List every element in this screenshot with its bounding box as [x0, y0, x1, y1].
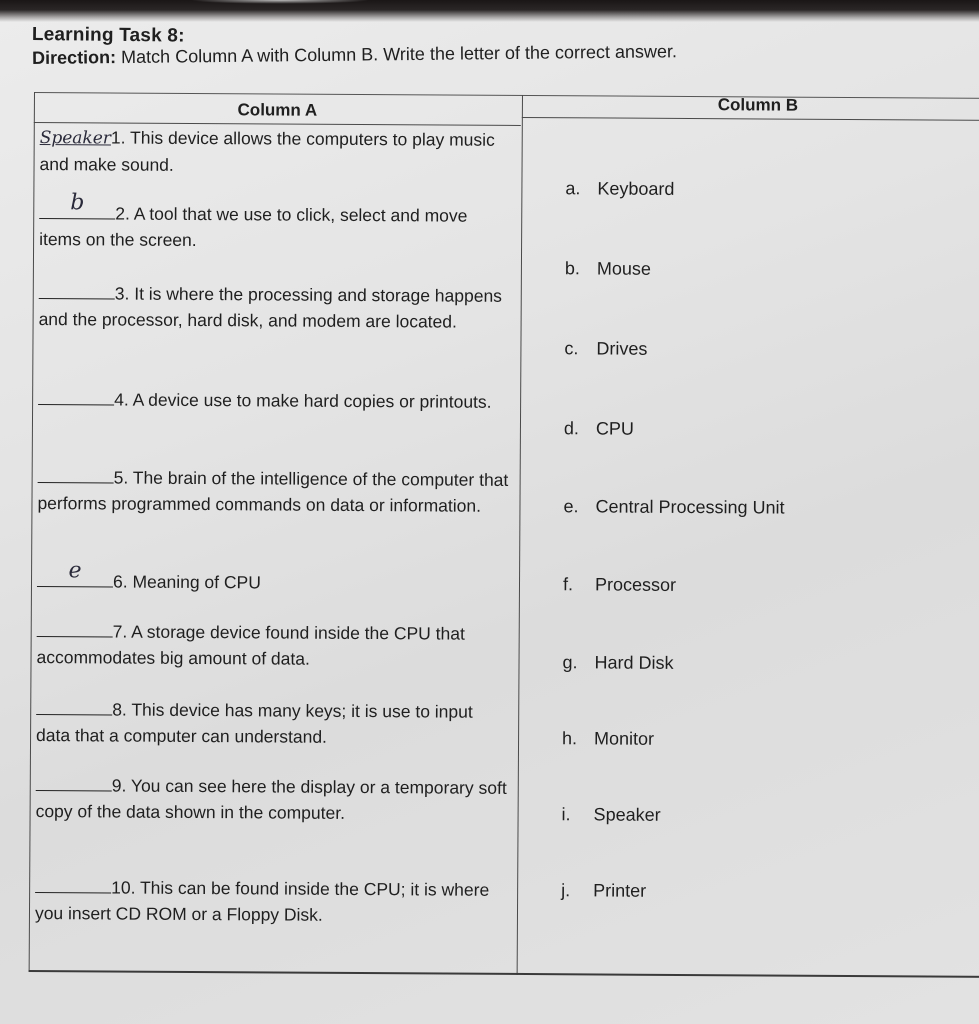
choice-letter: f. — [562, 574, 574, 595]
question-8 — [36, 696, 510, 751]
answer-blank-10[interactable] — [35, 874, 111, 893]
question-text: A storage device found inside the CPU that accommodates big amount of data. — [36, 621, 465, 669]
choice-e — [563, 493, 784, 520]
task-title: Learning Task 8: — [31, 24, 185, 47]
choice-text: Monitor — [594, 728, 655, 749]
question-text: This device allows the computers to play music and make sound. — [39, 127, 495, 175]
choice-text: Keyboard — [597, 178, 675, 199]
choice-letter: d. — [563, 418, 580, 439]
question-number: 1. — [110, 127, 126, 148]
choice-j — [561, 877, 646, 904]
question-number: 3. — [114, 283, 130, 304]
question-number: 8. — [112, 699, 127, 720]
question-number: 9. — [111, 775, 127, 796]
question-2 — [39, 190, 513, 255]
question-text: A tool that we use to click, select and move items on the screen. — [39, 203, 468, 250]
choice-text: CPU — [595, 418, 635, 439]
choice-letter: b. — [564, 258, 581, 279]
question-number: 6. — [112, 571, 128, 592]
answer-blank-6[interactable] — [37, 558, 113, 587]
question-number: 5. — [113, 467, 129, 488]
question-5 — [37, 464, 511, 519]
answer-blank-9[interactable] — [36, 772, 112, 791]
question-3 — [39, 280, 513, 335]
choice-text: Central Processing Unit — [595, 496, 785, 518]
choice-letter: a. — [565, 178, 581, 199]
question-number: 4. — [114, 389, 129, 410]
question-text: This can be found inside the CPU; it is where you insert CD ROM or a Floppy Disk. — [34, 877, 490, 925]
choice-letter: i. — [561, 804, 571, 825]
choice-letter: c. — [564, 338, 579, 359]
answer-blank-4[interactable] — [38, 386, 114, 405]
question-text: A device use to make hard copies or printouts. — [128, 389, 492, 412]
column-b-header: Column B — [522, 91, 979, 121]
choice-text: Processor — [594, 574, 677, 595]
choice-text: Mouse — [596, 258, 652, 279]
direction-label: Direction: — [32, 47, 117, 68]
question-10 — [35, 874, 509, 929]
choice-a — [565, 175, 674, 202]
choice-d — [564, 415, 634, 441]
question-text: The brain of the intelligence of the computer that performs programmed commands on data or information. — [37, 467, 509, 516]
choice-letter: j. — [561, 880, 571, 901]
choice-f — [563, 571, 676, 598]
choice-letter: g. — [562, 652, 578, 673]
column-b — [517, 95, 979, 978]
choice-text: Speaker — [593, 804, 661, 825]
question-text: This device has many keys; it is use to input data that a computer can understand. — [36, 699, 473, 747]
answer-blank-2[interactable] — [39, 190, 115, 219]
question-6 — [37, 558, 511, 597]
answer-blank-8[interactable] — [36, 696, 112, 715]
choice-c — [564, 335, 647, 362]
choice-letter: h. — [562, 728, 578, 749]
question-text: It is where the processing and storage happens and the processor, hard disk, and modem are located. — [38, 283, 503, 332]
choice-g — [562, 649, 673, 676]
question-text: You can see here the display or a temporary soft copy of the data shown in the computer. — [35, 775, 507, 823]
choice-i — [562, 801, 661, 828]
question-number: 2. — [115, 203, 130, 224]
answer-blank-7[interactable] — [37, 618, 113, 637]
choice-text: Hard Disk — [594, 652, 674, 673]
question-9 — [36, 772, 510, 827]
photo-edge-shadow — [0, 0, 979, 22]
choice-text: Drives — [596, 338, 648, 359]
question-1 — [39, 124, 513, 180]
column-a-header: Column A — [34, 96, 521, 126]
choice-b — [565, 255, 651, 282]
handwritten-answer-6: e — [68, 558, 82, 584]
direction-text: Match Column A with Column B. Write the letter of the correct answer. — [116, 41, 678, 68]
choice-letter: e. — [563, 496, 579, 517]
choice-h — [562, 725, 654, 752]
question-text: Meaning of CPU — [127, 571, 261, 593]
question-4 — [38, 386, 512, 415]
question-7 — [36, 618, 510, 673]
matching-table — [29, 92, 979, 978]
answer-blank-5[interactable] — [38, 464, 114, 483]
question-number: 10. — [111, 877, 136, 898]
handwritten-answer-2: b — [70, 190, 85, 216]
handwritten-answer-1[interactable]: Speaker — [39, 128, 111, 149]
question-number: 7. — [112, 621, 128, 642]
choice-text: Printer — [593, 880, 647, 901]
answer-blank-3[interactable] — [39, 280, 115, 299]
